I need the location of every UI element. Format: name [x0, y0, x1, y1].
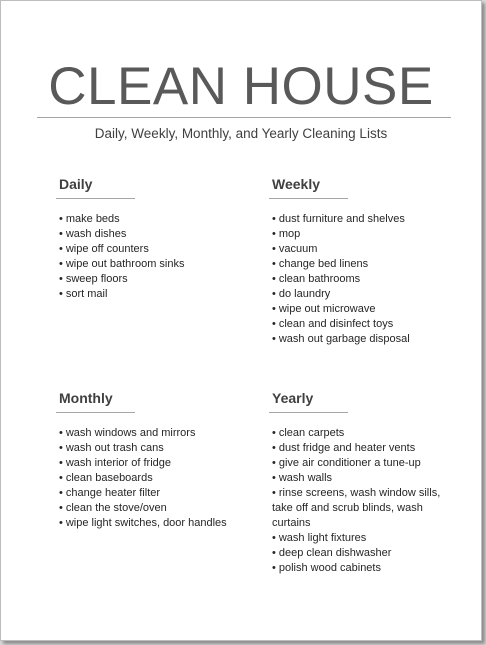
list-item: • wipe off counters	[59, 242, 239, 257]
heading-divider	[56, 198, 135, 199]
section-heading: Daily	[59, 176, 93, 192]
list-item: • wash dishes	[59, 227, 239, 242]
list-item: • mop	[272, 227, 452, 242]
heading-divider	[269, 198, 348, 199]
list-item: • clean carpets	[272, 426, 452, 441]
cleaning-list	[272, 212, 452, 347]
list-item: • wash out garbage disposal	[272, 332, 452, 347]
list-item: • wash walls	[272, 471, 452, 486]
list-item: • change bed linens	[272, 257, 452, 272]
list-item: • sweep floors	[59, 272, 239, 287]
cleaning-list	[59, 426, 239, 531]
list-item: • wash out trash cans	[59, 441, 239, 456]
title-divider	[37, 117, 451, 118]
list-item: • clean baseboards	[59, 471, 239, 486]
list-item: • sort mail	[59, 287, 239, 302]
cleaning-list	[272, 426, 452, 576]
list-item: • rinse screens, wash window sills, take off and scrub blinds, wash curtains	[272, 486, 452, 531]
section-daily	[59, 175, 239, 302]
list-item: • make beds	[59, 212, 239, 227]
page-subtitle: Daily, Weekly, Monthly, and Yearly Cleaning Lists	[94, 126, 388, 141]
page-title: CLEAN HOUSE	[48, 57, 434, 116]
list-item: • polish wood cabinets	[272, 561, 452, 576]
section-heading: Monthly	[59, 390, 113, 406]
list-item: • dust furniture and shelves	[272, 212, 452, 227]
list-item: • deep clean dishwasher	[272, 546, 452, 561]
list-item: • clean and disinfect toys	[272, 317, 452, 332]
list-item: • wipe light switches, door handles	[59, 516, 239, 531]
list-item: • wash interior of fridge	[59, 456, 239, 471]
cleaning-list	[59, 212, 239, 302]
list-item: • wash light fixtures	[272, 531, 452, 546]
list-item: • give air conditioner a tune-up	[272, 456, 452, 471]
heading-divider	[269, 412, 348, 413]
list-item: • wipe out microwave	[272, 302, 452, 317]
list-item: • dust fridge and heater vents	[272, 441, 452, 456]
list-item: • wipe out bathroom sinks	[59, 257, 239, 272]
list-item: • clean bathrooms	[272, 272, 452, 287]
list-item: • wash windows and mirrors	[59, 426, 239, 441]
section-monthly	[59, 389, 239, 531]
section-yearly	[272, 389, 452, 576]
heading-divider	[56, 412, 135, 413]
list-item: • do laundry	[272, 287, 452, 302]
section-heading: Yearly	[272, 390, 314, 406]
section-heading: Weekly	[272, 176, 320, 192]
list-item: • change heater filter	[59, 486, 239, 501]
list-item: • vacuum	[272, 242, 452, 257]
list-item: • clean the stove/oven	[59, 501, 239, 516]
section-weekly	[272, 175, 452, 347]
